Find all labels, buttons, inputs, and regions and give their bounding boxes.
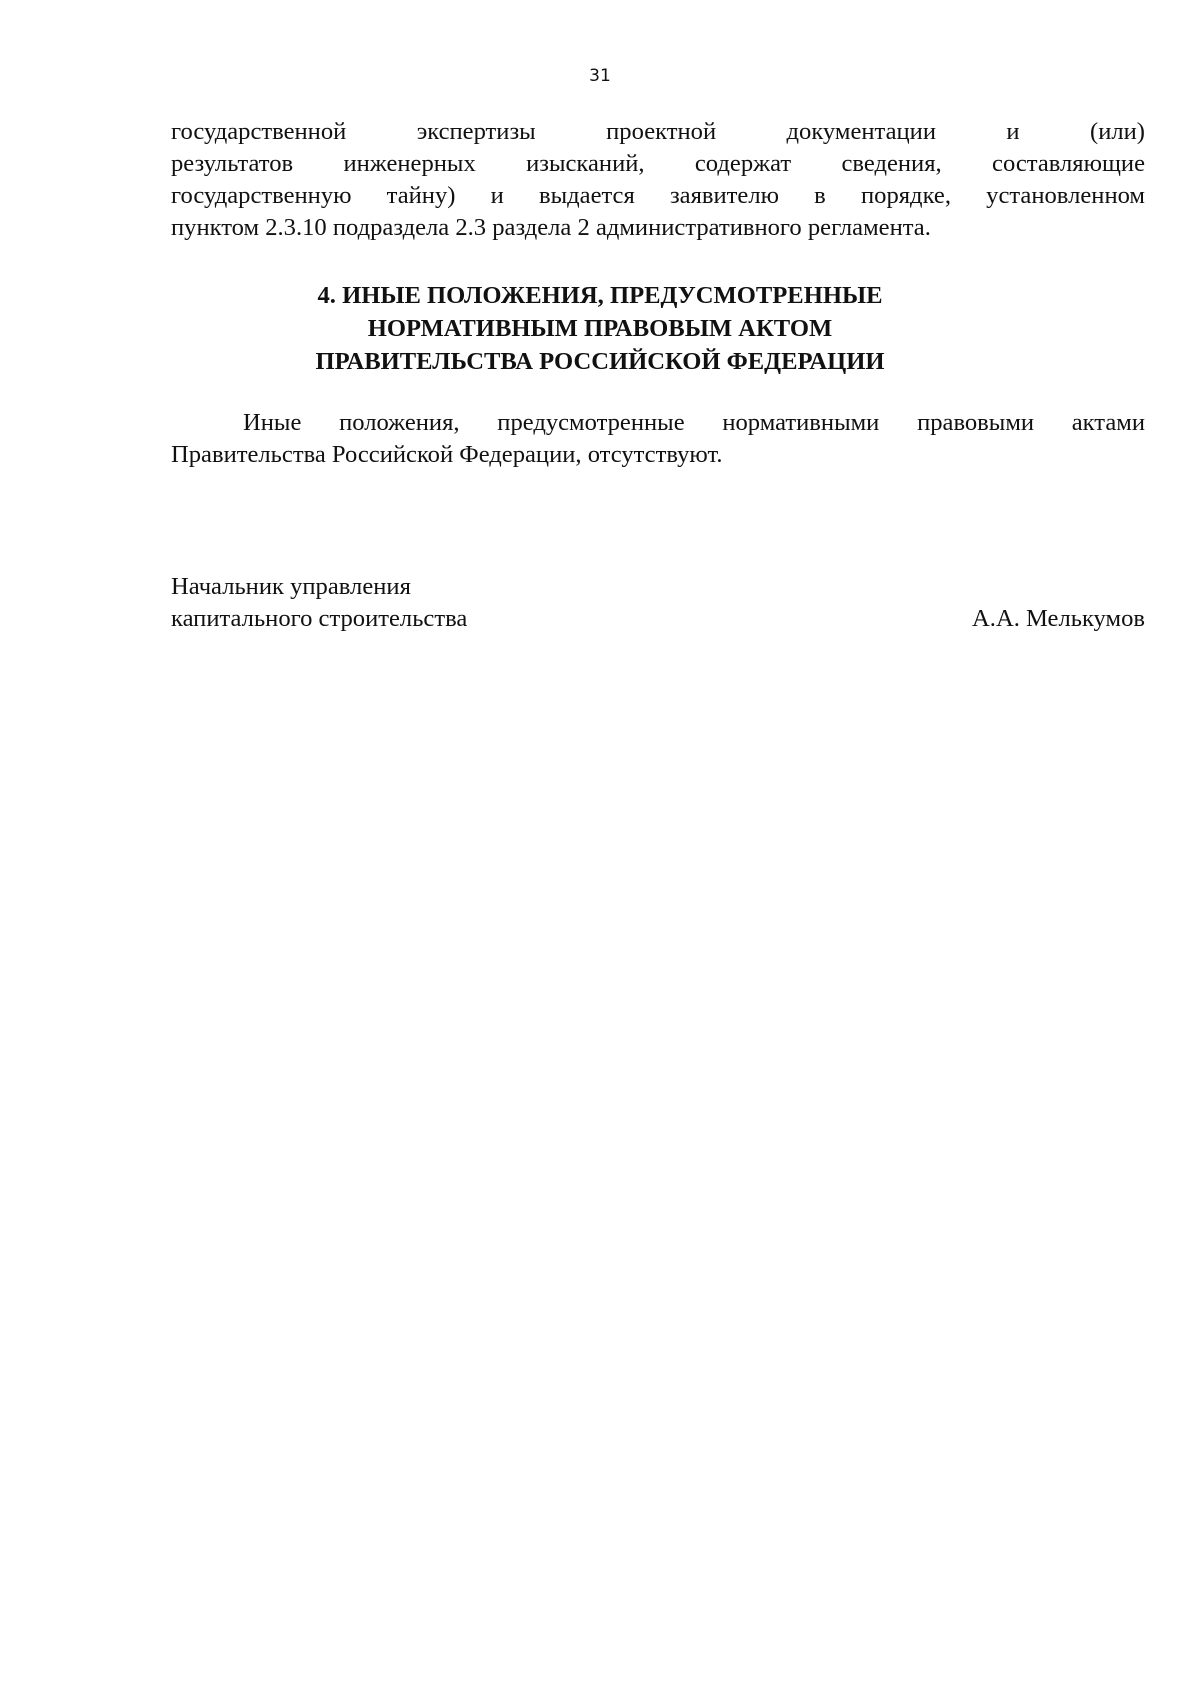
signatory-department: капитального строительства [171,605,468,632]
signature-row [171,603,1145,635]
section-heading [0,279,1200,378]
paragraph-line: Правительства Российской Федерации, отсутствуют. [171,441,723,468]
heading-line: 4. ИНЫЕ ПОЛОЖЕНИЯ, ПРЕДУСМОТРЕННЫЕ [317,282,883,309]
continuation-paragraph [171,116,1145,244]
paragraph-line: государственной экспертизы проектной документации и (или) [171,118,1145,145]
paragraph-line: государственную тайну) и выдается заявителю в порядке, установленном [171,182,1145,209]
heading-line: НОРМАТИВНЫМ ПРАВОВЫМ АКТОМ [367,315,833,342]
signatory-name: А.А. Мелькумов [972,605,1145,632]
paragraph-line: Иные положения, предусмотренные нормативными правовыми актами [243,409,1145,436]
heading-line: ПРАВИТЕЛЬСТВА РОССИЙСКОЙ ФЕДЕРАЦИИ [315,348,885,375]
paragraph-line: пунктом 2.3.10 подраздела 2.3 раздела 2 административного регламента. [171,214,931,241]
signatory-position: Начальник управления [171,573,411,600]
section-paragraph [171,407,1145,471]
paragraph-line: результатов инженерных изысканий, содержат сведения, составляющие [171,150,1145,177]
page-number: 31 [589,66,611,86]
signature-block [171,571,1145,635]
